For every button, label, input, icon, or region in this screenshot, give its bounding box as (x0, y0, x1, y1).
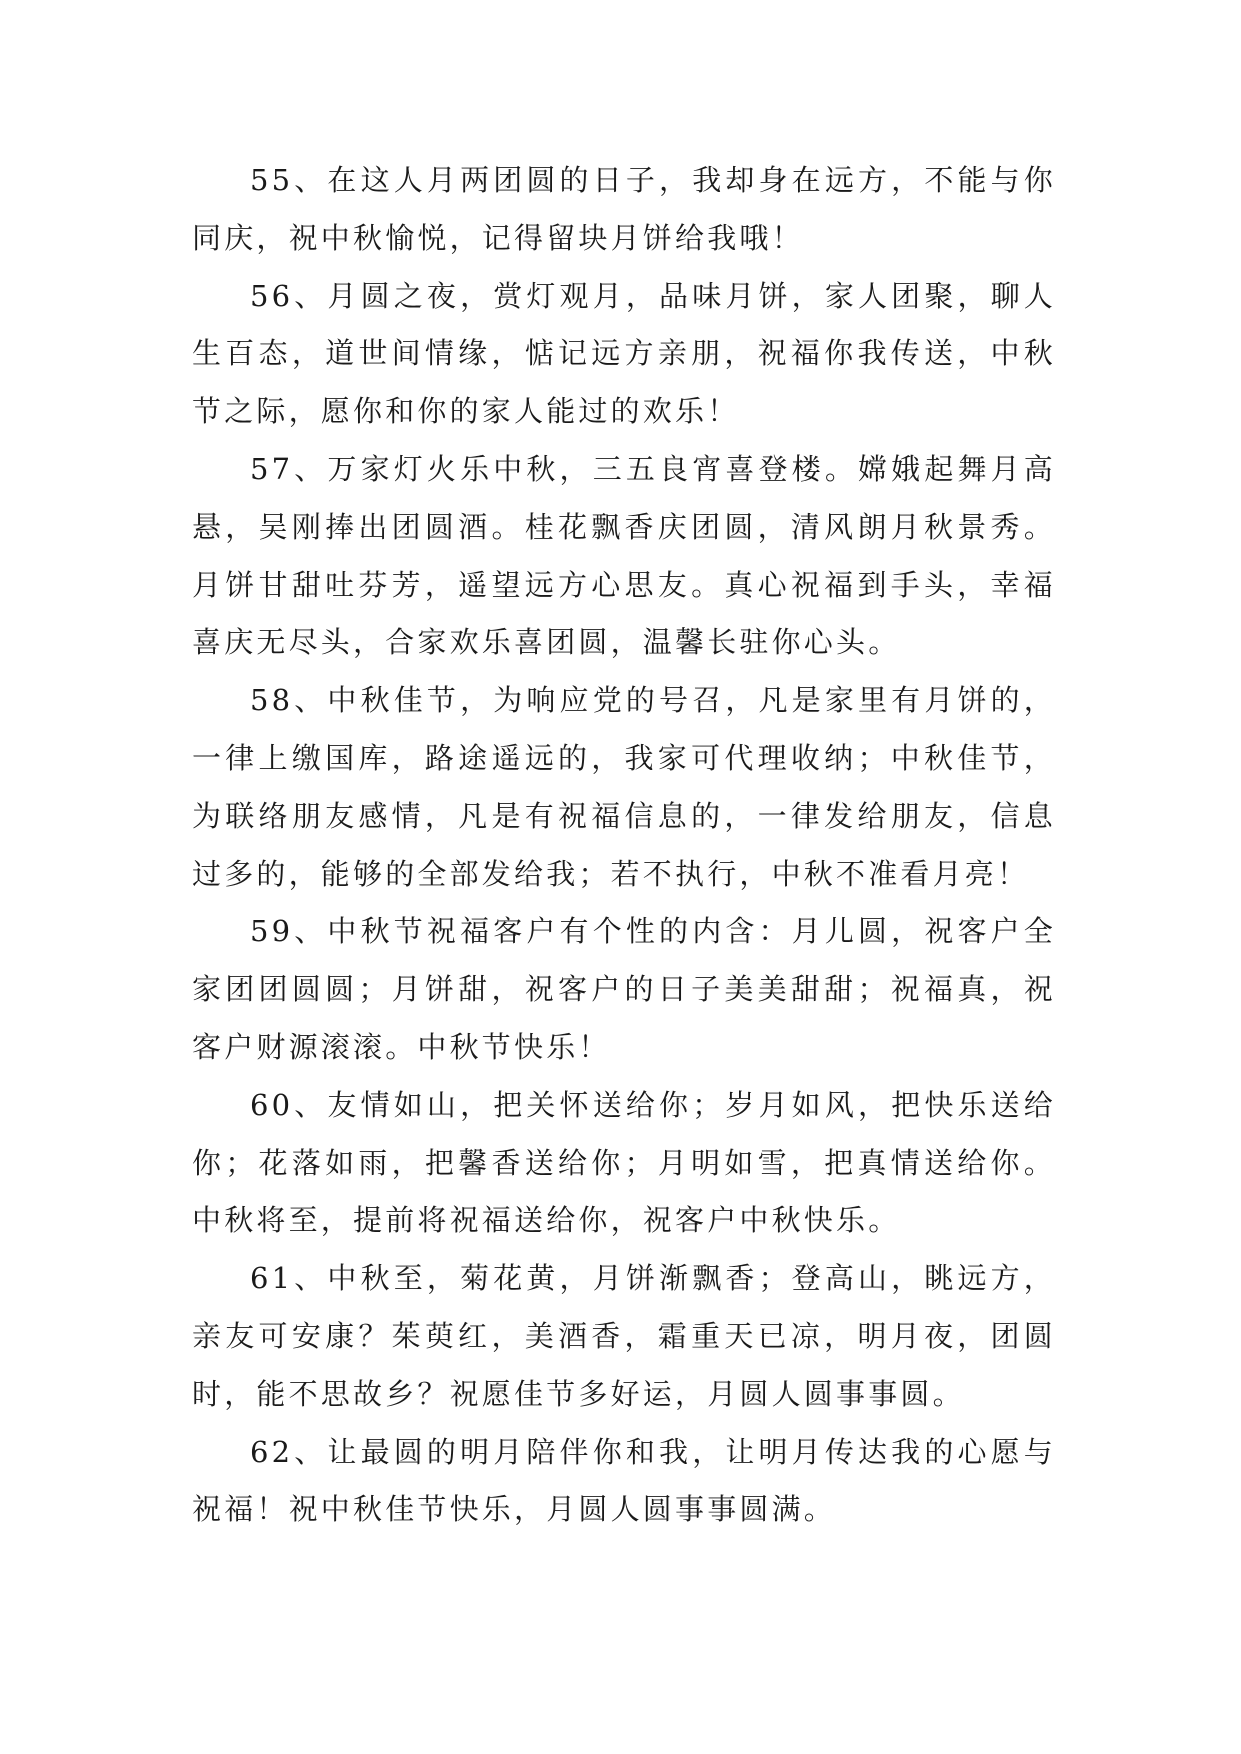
paragraph-61: 61、中秋至，菊花黄，月饼渐飘香；登高山，眺远方，亲友可安康？茱萸红，美酒香，霜重天已凉，明月夜，团圆时，能不思故乡？祝愿佳节多好运，月圆人圆事事圆。 (192, 1261, 1056, 1411)
paragraph-55: 55、在这人月两团圆的日子，我却身在远方，不能与你同庆，祝中秋愉悦，记得留块月饼给我哦！ (192, 163, 1056, 255)
paragraph-59: 59、中秋节祝福客户有个性的内含：月儿圆，祝客户全家团团圆圆；月饼甜，祝客户的日子美美甜甜；祝福真，祝客户财源滚滚。中秋节快乐！ (192, 914, 1056, 1064)
document-body (192, 152, 1056, 1539)
paragraph-62: 62、让最圆的明月陪伴你和我，让明月传达我的心愿与祝福！祝中秋佳节快乐，月圆人圆事事圆满。 (192, 1434, 1056, 1527)
paragraph-57: 57、万家灯火乐中秋，三五良宵喜登楼。嫦娥起舞月高悬，吴刚捧出团圆酒。桂花飘香庆团圆，清风朗月秋景秀。月饼甘甜吐芬芳，遥望远方心思友。真心祝福到手头，幸福喜庆无尽头，合家欢乐喜团圆，温馨长驻你心头。 (192, 451, 1056, 660)
paragraph-58: 58、中秋佳节，为响应党的号召，凡是家里有月饼的，一律上缴国库，路途遥远的，我家可代理收纳；中秋佳节，为联络朋友感情，凡是有祝福信息的，一律发给朋友，信息过多的，能够的全部发给我；若不执行，中秋不准看月亮！ (192, 683, 1056, 891)
paragraph-56: 56、月圆之夜，赏灯观月，品味月饼，家人团聚，聊人生百态，道世间情缘，惦记远方亲朋，祝福你我传送，中秋节之际，愿你和你的家人能过的欢乐！ (192, 278, 1056, 429)
paragraph-60: 60、友情如山，把关怀送给你；岁月如风，把快乐送给你；花落如雨，把馨香送给你；月明如雪，把真情送给你。中秋将至，提前将祝福送给你，祝客户中秋快乐。 (192, 1087, 1056, 1238)
